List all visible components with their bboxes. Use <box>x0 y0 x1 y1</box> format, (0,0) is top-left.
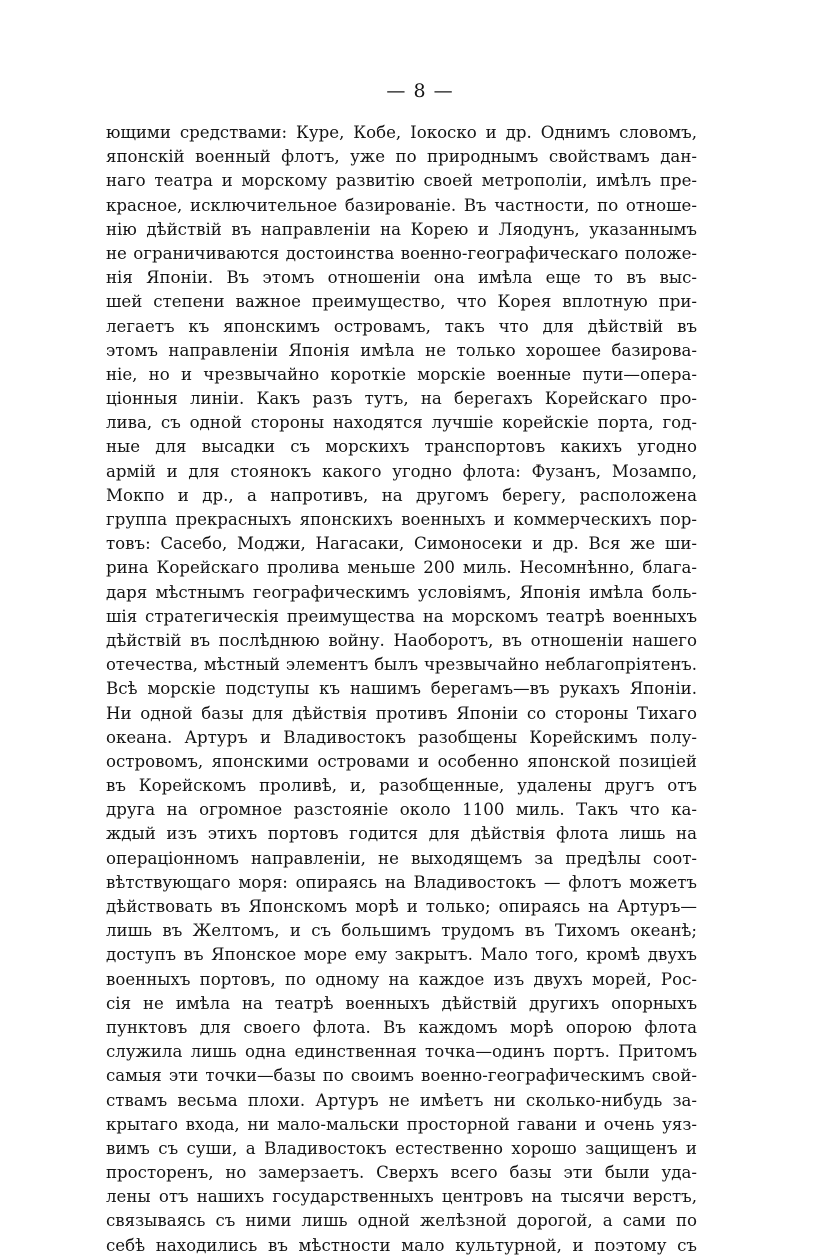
text-line: ствамъ весьма плохи. Артуръ не имѣетъ ни сколько-нибудь за- <box>106 1090 697 1110</box>
text-line: друга на огромное разстояніе около 1100 миль. Такъ что ка- <box>106 800 697 820</box>
text-line: лишь въ Желтомъ, и съ большимъ трудомъ въ Тихомъ океанѣ; <box>106 921 697 941</box>
text-line: наго театра и морскому развитію своей метрополіи, имѣлъ пре- <box>106 171 697 191</box>
text-line: сія не имѣла на театрѣ военныхъ дѣйствій другихъ опорныхъ <box>106 993 697 1013</box>
text-line: рина Корейскаго пролива меньше 200 миль. Несомнѣнно, блага- <box>106 558 697 578</box>
text-line: лены отъ нашихъ государственныхъ центровъ на тысячи верстъ, <box>106 1187 697 1207</box>
text-line: лива, съ одной стороны находятся лучшіе корейскіе порта, год- <box>106 413 697 433</box>
text-line: вѣтствующаго моря: опираясь на Владивостокъ — флотъ можетъ <box>106 872 697 892</box>
text-line: ные для высадки съ морскихъ транспортовъ какихъ угодно <box>106 437 697 457</box>
text-line: красное, исключительное базированіе. Въ частности, по отноше- <box>106 195 697 215</box>
text-line: служила лишь одна единственная точка—одинъ портъ. Притомъ <box>106 1042 697 1062</box>
text-line: островомъ, японскими островами и особенно японской позиціей <box>106 751 697 771</box>
text-line: ціонныя линіи. Какъ разъ тутъ, на берегахъ Корейскаго про- <box>106 389 697 409</box>
text-line: этомъ направленіи Японія имѣла не только хорошее базирова- <box>106 340 697 360</box>
text-line: вимъ съ суши, а Владивостокъ естественно хорошо защищенъ и <box>106 1138 697 1158</box>
page-number: — 8 — <box>386 80 454 102</box>
text-line: связываясь съ ними лишь одной желѣзной дорогой, а сами по <box>106 1211 697 1231</box>
text-line: не ограничиваются достоинства военно-географическаго положе- <box>106 243 697 263</box>
text-line: японскій военный флотъ, уже по природнымъ свойствамъ дан- <box>106 147 697 167</box>
text-line: нію дѣйствій въ направленіи на Корею и Ляодунъ, указаннымъ <box>106 219 697 239</box>
text-line: даря мѣстнымъ географическимъ условіямъ, Японія имѣла боль- <box>106 582 697 602</box>
text-line: доступъ въ Японское море ему закрытъ. Мало того, кромѣ двухъ <box>106 945 697 965</box>
text-line: океана. Артуръ и Владивостокъ разобщены Корейскимъ полу- <box>106 727 697 747</box>
text-line: армій и для стоянокъ какого угодно флота: Фузанъ, Мозампо, <box>106 461 697 481</box>
body-text <box>106 121 697 1258</box>
text-line: военныхъ портовъ, по одному на каждое изъ двухъ морей, Рос- <box>106 969 697 989</box>
text-line: нія Японіи. Въ этомъ отношеніи она имѣла еще то въ выс- <box>106 268 697 288</box>
text-line: дѣйствовать въ Японскомъ морѣ и только; опираясь на Артуръ— <box>106 897 697 916</box>
text-line: крытаго входа, ни мало-мальски просторной гавани и очень уяз- <box>106 1114 697 1134</box>
text-line: группа прекрасныхъ японскихъ военныхъ и коммерческихъ пор- <box>106 510 697 529</box>
text-line: въ Корейскомъ проливѣ, и, разобщенные, удалены другъ отъ <box>106 776 697 796</box>
text-line: ющими средствами: Куре, Кобе, Іокоско и др. Однимъ словомъ, <box>106 123 697 142</box>
text-line: ніе, но и чрезвычайно короткіе морскіе военные пути—опера- <box>106 364 697 384</box>
text-line: пунктовъ для своего флота. Въ каждомъ морѣ опорою флота <box>106 1017 697 1037</box>
text-line: дѣйствій въ послѣднюю войну. Наоборотъ, въ отношеніи нашего <box>106 630 697 650</box>
text-line: просторенъ, но замерзаетъ. Сверхъ всего базы эти были уда- <box>106 1163 697 1183</box>
text-line: Мокпо и др., а напротивъ, на другомъ берегу, расположена <box>106 485 697 505</box>
text-line: Ни одной базы для дѣйствія противъ Японіи со стороны Тихаго <box>106 703 697 723</box>
text-line: шія стратегическія преимущества на морскомъ театрѣ военныхъ <box>106 606 697 626</box>
text-line: отечества, мѣстный элементъ былъ чрезвычайно неблагопріятенъ. <box>106 655 697 675</box>
text-line: Всѣ морскіе подступы къ нашимъ берегамъ—въ рукахъ Японіи. <box>106 679 697 699</box>
text-line: шей степени важное преимущество, что Корея вплотную при- <box>106 292 697 312</box>
text-line: ждый изъ этихъ портовъ годится для дѣйствія флота лишь на <box>106 824 697 844</box>
text-line: товъ: Сасебо, Моджи, Нагасаки, Симоносеки и др. Вся же ши- <box>106 534 697 554</box>
text-line: легаетъ къ японскимъ островамъ, такъ что для дѣйствій въ <box>106 316 697 336</box>
text-line: операціонномъ направленіи, не выходящемъ за предѣлы соот- <box>106 848 697 868</box>
text-line: себѣ находились въ мѣстности мало культурной, и поэтому съ <box>106 1235 697 1255</box>
text-line: самыя эти точки—базы по своимъ военно-географическимъ свой- <box>106 1066 697 1086</box>
